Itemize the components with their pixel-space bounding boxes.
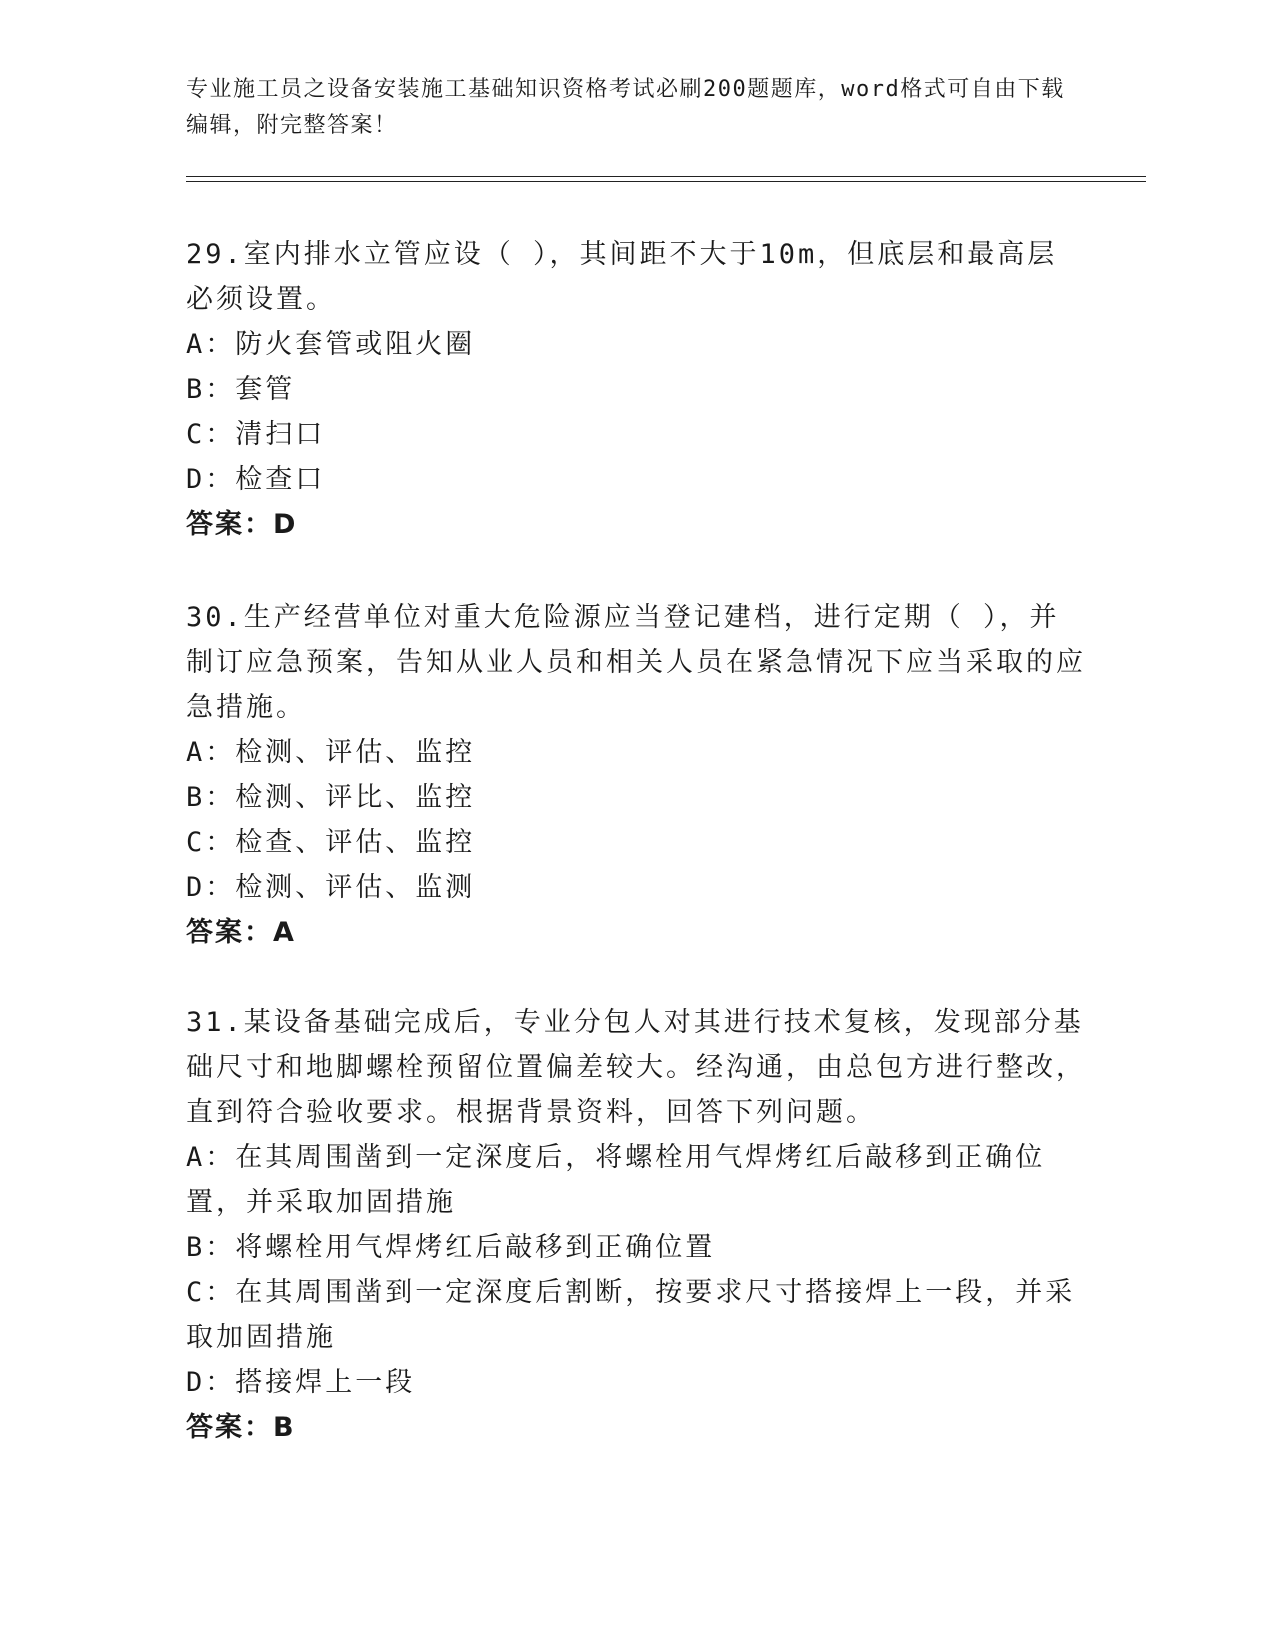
- header-divider: [186, 176, 1146, 182]
- option-b: B：套管: [186, 374, 296, 405]
- question-29: [186, 232, 1086, 548]
- answer: 答案：B: [186, 1412, 296, 1443]
- question-stem: 31.某设备基础完成后，专业分包人对其进行技术复核，发现部分基础尺寸和地脚螺栓预留位置偏差较大。经沟通，由总包方进行整改，直到符合验收要求。根据背景资料，回答下列问题。: [186, 1007, 1086, 1128]
- option-c: C：检查、评估、监控: [186, 827, 476, 858]
- option-a: A：检测、评估、监控: [186, 737, 476, 768]
- answer: 答案：D: [186, 509, 298, 540]
- question-31: [186, 1000, 1086, 1451]
- option-b: B：检测、评比、监控: [186, 782, 476, 813]
- question-stem: 29.室内排水立管应设（ ），其间距不大于10m，但底层和最高层必须设置。: [186, 239, 1058, 315]
- option-a: A：在其周围凿到一定深度后，将螺栓用气焊烤红后敲移到正确位置，并采取加固措施: [186, 1142, 1046, 1218]
- document-header: 专业施工员之设备安装施工基础知识资格考试必刷200题题库，word格式可自由下载编辑，附完整答案！: [186, 77, 1065, 138]
- question-stem: 30.生产经营单位对重大危险源应当登记建档，进行定期（ ），并制订应急预案，告知从业人员和相关人员在紧急情况下应当采取的应急措施。: [186, 602, 1086, 723]
- option-b: B：将螺栓用气焊烤红后敲移到正确位置: [186, 1232, 716, 1263]
- option-a: A：防火套管或阻火圈: [186, 329, 476, 360]
- answer: 答案：A: [186, 917, 296, 948]
- option-c: C：在其周围凿到一定深度后割断，按要求尺寸搭接焊上一段，并采取加固措施: [186, 1277, 1076, 1353]
- option-d: D：搭接焊上一段: [186, 1367, 416, 1398]
- option-c: C：清扫口: [186, 419, 326, 450]
- option-d: D：检查口: [186, 464, 326, 495]
- option-d: D：检测、评估、监测: [186, 872, 476, 903]
- question-30: [186, 595, 1086, 956]
